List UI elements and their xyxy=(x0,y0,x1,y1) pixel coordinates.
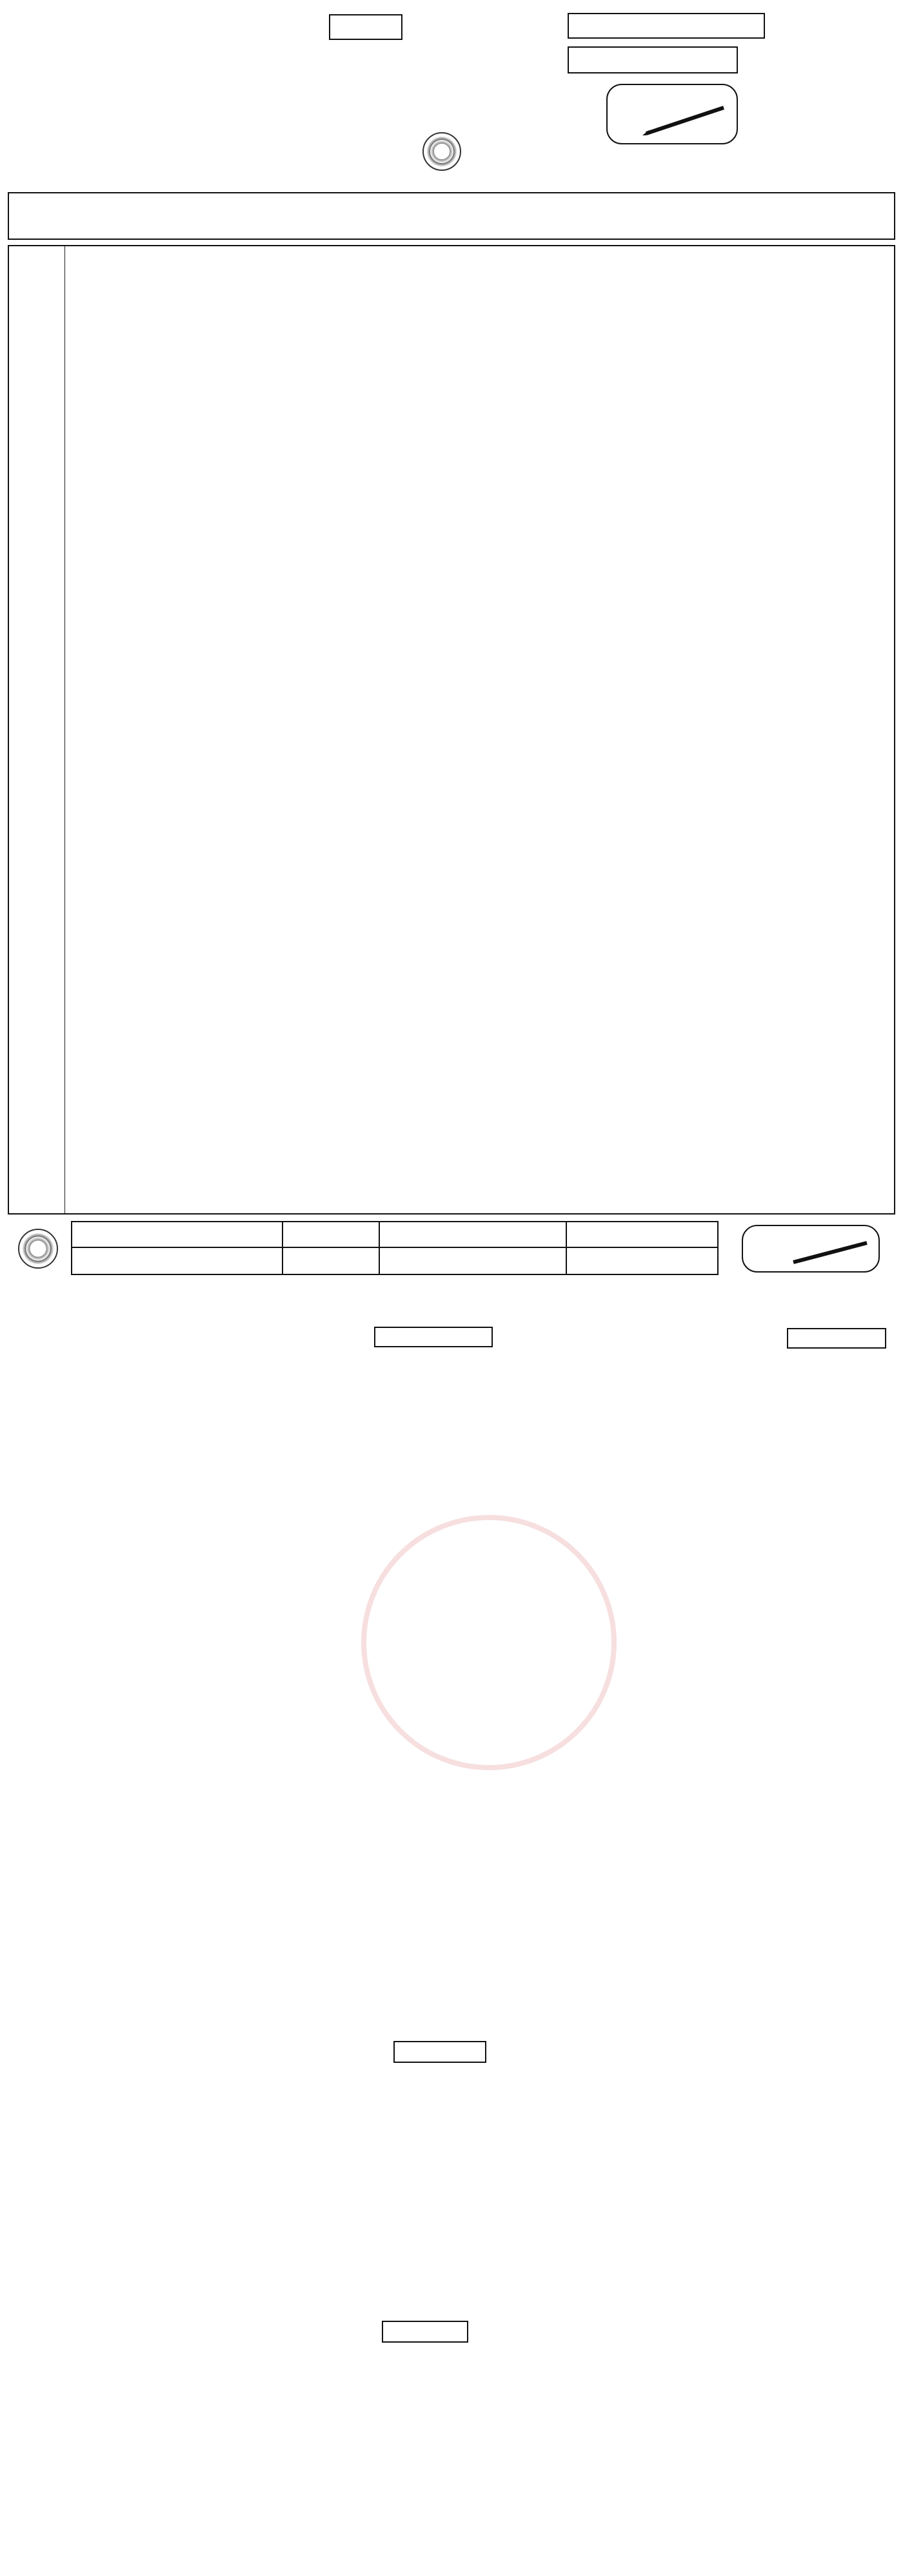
paper-code-letter xyxy=(329,14,402,40)
mcq-column-divider xyxy=(64,246,65,1213)
board-seal-icon-2 xyxy=(18,1229,58,1269)
pen-icon-2 xyxy=(788,1239,872,1265)
part-1-heading xyxy=(374,1327,493,1347)
instructions-note xyxy=(8,192,895,240)
paper-code-box xyxy=(568,13,765,39)
pen-box-2 xyxy=(742,1225,880,1273)
part-2-heading xyxy=(393,2041,486,2063)
pen-box xyxy=(606,84,738,144)
board-seal-icon xyxy=(422,132,461,171)
marks-scheme-box xyxy=(568,46,738,73)
pen-icon xyxy=(640,104,730,137)
part-1-marks xyxy=(787,1328,886,1349)
watermark-logo xyxy=(361,1515,617,1770)
subjective-header-table xyxy=(71,1221,719,1275)
mcq-table xyxy=(8,245,895,1215)
part-3-heading xyxy=(382,2321,468,2343)
